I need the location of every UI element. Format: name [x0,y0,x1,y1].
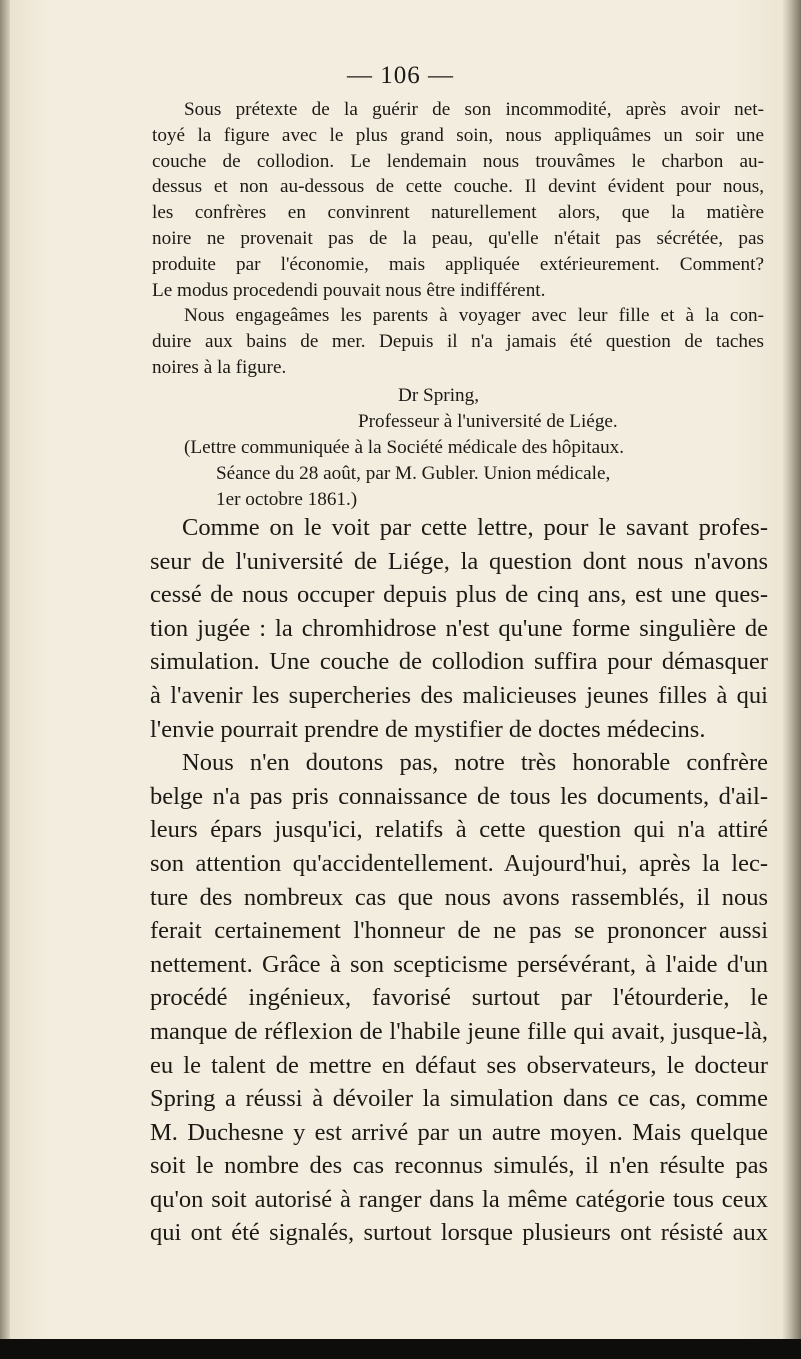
text-line: son attention qu'accidentellement. Aujourd'hui, après la lec- [150,849,768,877]
text-line: dessus et non au-dessous de cette couche. Il devint évident pour nous, [152,176,764,198]
text-line: belge n'a pas pris connaissance de tous les documents, d'ail- [150,782,768,810]
page-edge-shadow [781,0,801,1359]
signature-name: Dr Spring, [398,385,480,406]
text-line: l'envie pourrait prendre de mystifier de doctes médecins. [150,715,706,743]
text-line: Nous n'en doutons pas, notre très honorable confrère [182,749,768,777]
text-line: ture des nombreux cas que nous avons rassemblés, il nous [150,883,768,911]
text-line: 1er octobre 1861.) [216,488,358,510]
text-line: manque de réflexion de l'habile jeune fille qui avait, jusque-là, [150,1017,768,1045]
text-line: les confrères en convinrent naturellement alors, que la matière [152,202,764,224]
text-line: Sous prétexte de la guérir de son incommodité, après avoir net- [184,99,764,120]
text-line: couche de collodion. Le lendemain nous trouvâmes le charbon au- [152,150,764,172]
page-number: — 106 — [347,62,454,89]
text-line: (Lettre communiquée à la Société médicale des hôpitaux. [184,437,625,458]
text-line: noire ne provenait pas de la peau, qu'elle n'était pas sécrétée, pas [152,227,764,249]
text-line: Nous engageâmes les parents à voyager avec leur fille et à la con- [184,305,764,327]
text-line: seur de l'université de Liége, la question dont nous n'avons [150,547,768,575]
text-line: Comme on le voit par cette lettre, pour le savant profes- [182,514,768,541]
text-line: eu le talent de mettre en défaut ses observateurs, le docteur [150,1051,768,1079]
text-line: M. Duchesne y est arrivé par un autre moyen. Mais quelque [150,1118,768,1146]
page-gutter-shadow [0,0,10,1359]
text-line: Spring a réussi à dévoiler la simulation dans ce cas, comme [150,1085,768,1113]
text-line: tion jugée : la chromhidrose n'est qu'une forme singulière de [150,614,768,642]
text-line: Le modus procedendi pouvait nous être indifférent. [152,279,546,301]
scan-border-bottom [0,1339,801,1359]
text-line: toyé la figure avec le plus grand soin, nous appliquâmes un soir une [152,124,764,146]
text-line: simulation. Une couche de collodion suffira pour démasquer [150,648,768,676]
text-line: ferait certainement l'honneur de ne pas se prononcer aussi [150,917,768,945]
text-line: nettement. Grâce à son scepticisme persévérant, à l'aide d'un [150,950,768,978]
text-line: procédé ingénieux, favorisé surtout par l'étourderie, le [150,984,768,1012]
text-line: duire aux bains de mer. Depuis il n'a jamais été question de taches [152,331,764,353]
source-note [184,435,764,512]
text-line: noires à la figure. [152,356,287,378]
text-line: leurs épars jusqu'ici, relatifs à cette question qui n'a attiré [150,816,768,844]
main-text [150,511,768,1250]
text-line: à l'avenir les supercheries des malicieuses jeunes filles à qui [150,681,768,709]
signature-title: Professeur à l'université de Liége. [358,411,618,432]
text-line: Séance du 28 août, par M. Gubler. Union médicale, [216,462,611,484]
text-line: qui ont été signalés, surtout lorsque plusieurs ont résisté aux [150,1219,768,1247]
letter-excerpt [152,97,764,381]
text-line: qu'on soit autorisé à ranger dans la même catégorie tous ceux [150,1185,768,1213]
text-line: produite par l'économie, mais appliquée extérieurement. Comment? [152,253,764,275]
text-line: cessé de nous occuper depuis plus de cinq ans, est une ques- [150,581,768,609]
text-line: soit le nombre des cas reconnus simulés, il n'en résulte pas [150,1152,768,1180]
